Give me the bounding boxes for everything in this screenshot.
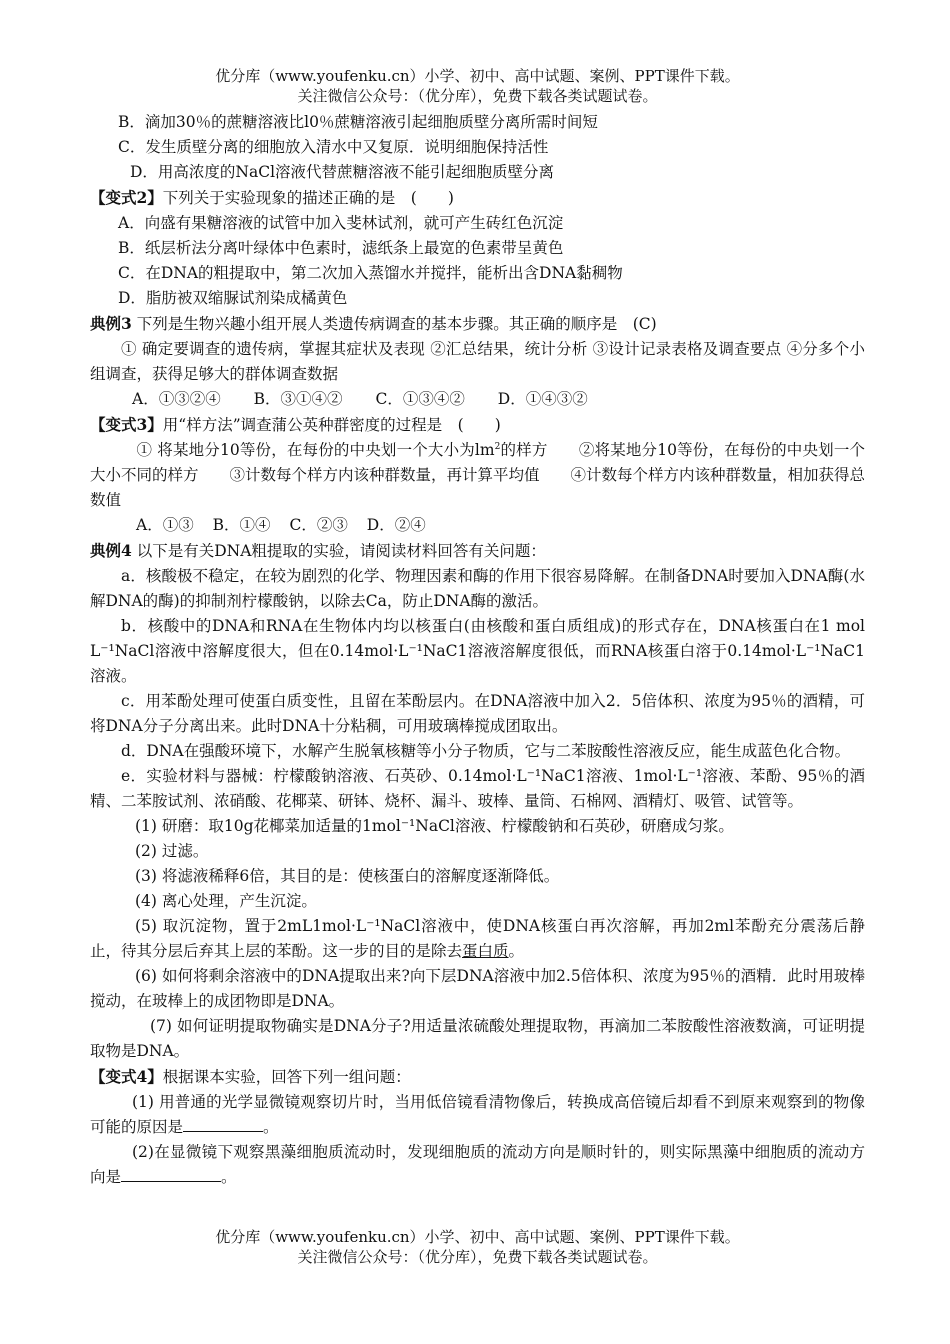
example-4-step-1: (1) 研磨：取10g花椰菜加适量的1mol⁻¹NaCl溶液、柠檬酸钠和石英砂，研磨成匀浆。 <box>135 817 734 835</box>
variant-3-body-part2: 的样方 ②将某地分10等份，在每份的中央划一个大小不同的样方 ③计数每个样方内该种群数量，再计算平均值 ④计数每个样方内该种群数量，相加获得总数值 <box>90 441 866 509</box>
variant-2-option-b: B．纸层析法分离叶绿体中色素时，滤纸条上最宽的色素带呈黄色 <box>118 239 564 257</box>
variant-4-question-2-text: (2)在显微镜下观察黑藻细胞质流动时，发现细胞质的流动方向是顺时针的，则实际黑藻中细胞质的流动方向是 <box>90 1143 865 1186</box>
example-3-option-c: C．①③④② <box>375 390 465 408</box>
variant-4-question-2 <box>90 1140 865 1190</box>
variant-3-body <box>90 438 865 513</box>
variant-3-option-a: A．①③ <box>136 516 194 534</box>
variant-3-tag: 【变式3】 <box>90 415 163 434</box>
example-4-material-d: d．DNA在强酸环境下，水解产生脱氧核糖等小分子物质，它与二苯胺酸性溶液反应，能生成蓝色化合物。 <box>121 742 851 760</box>
q1-option-d: D．用高浓度的NaCl溶液代替蔗糖溶液不能引起细胞质壁分离 <box>130 163 555 181</box>
variant-4-question-1 <box>90 1090 865 1140</box>
variant-4-question-2-end: 。 <box>221 1168 237 1186</box>
variant-3-body-superscript: 2 <box>494 441 501 452</box>
example-4-step-7: (7) 如何证明提取物确实是DNA分子?用适量浓硫酸处理提取物，再滴加二苯胺酸性溶液数滴，可证明提取物是DNA。 <box>90 1017 865 1060</box>
variant-4-question: 根据课本实验，回答下列一组问题： <box>162 1068 411 1086</box>
variant-3-body-part1: ① 将某地分10等份，在每份的中央划一个大小为lm <box>136 441 495 459</box>
example-4-step-3: (3) 将滤液稀释6倍，其目的是：使核蛋白的溶解度逐渐降低。 <box>135 867 560 885</box>
q1-option-c: C．发生质壁分离的细胞放入清水中又复原．说明细胞保持活性 <box>118 138 549 156</box>
example-4-material-a: a．核酸极不稳定，在较为剧烈的化学、物理因素和酶的作用下很容易降解。在制备DNA时要加入DNA酶(水解DNA的酶)的抑制剂柠檬酸钠，以除去Ca，防止DNA酶的激活。 <box>90 567 865 610</box>
example-3-tag: 典例3 <box>90 314 132 333</box>
example-3-stem <box>90 311 865 337</box>
variant-2-option-c: C．在DNA的粗提取中，第二次加入蒸馏水并搅拌，能析出含DNA黏稠物 <box>118 264 623 282</box>
example-4-step-5-answer: 蛋白质 <box>462 942 509 960</box>
variant-2-tag: 【变式2】 <box>90 188 163 207</box>
example-4-question: 以下是有关DNA粗提取的实验，请阅读材料回答有关问题： <box>131 542 546 560</box>
example-4-material-e: e．实验材料与器械：柠檬酸钠溶液、石英砂、0.14mol·L⁻¹NaC1溶液、1mol·L⁻¹溶液、苯酚、95％的酒精、二苯胺试剂、浓硝酸、花椰菜、研钵、烧杯、漏斗、玻棒、量筒、石棉网、酒精灯、吸管、试管等。 <box>90 767 865 810</box>
page-header <box>90 66 865 106</box>
variant-3-option-c: C．②③ <box>289 516 348 534</box>
example-4-material-c: c．用苯酚处理可使蛋白质变性，且留在苯酚层内。在DNA溶液中加入2．5倍体积、浓度为95％的酒精，可将DNA分子分离出来。此时DNA十分粘稠，可用玻璃棒搅成团取出。 <box>90 692 865 735</box>
example-3-option-a: A．①③②④ <box>132 390 221 408</box>
example-4-step-5 <box>90 914 865 964</box>
footer-line-1: 优分库（www.youfenku.cn）小学、初中、高中试题、案例、PPT课件下载。 <box>215 1228 740 1246</box>
variant-4-stem <box>90 1064 865 1090</box>
answer-blank-2[interactable] <box>121 1166 221 1182</box>
header-line-1: 优分库（www.youfenku.cn）小学、初中、高中试题、案例、PPT课件下载。 <box>215 67 740 85</box>
variant-4-tag: 【变式4】 <box>90 1067 163 1086</box>
variant-2-option-d: D．脂肪被双缩脲试剂染成橘黄色 <box>118 289 348 307</box>
example-3-option-b: B．③①④② <box>253 390 343 408</box>
example-4-step-5-text: (5) 取沉淀物，置于2mL1mol·L⁻¹NaCl溶液中，使DNA核蛋白再次溶解，再加2ml苯酚充分震荡后静止，待其分层后弃其上层的苯酚。这一步的目的是除去 <box>90 917 865 960</box>
example-4-tag: 典例4 <box>90 541 132 560</box>
example-3-options <box>90 387 865 412</box>
example-3-option-d: D．①④③② <box>497 390 588 408</box>
example-4-step-6: (6) 如何将剩余溶液中的DNA提取出来?向下层DNA溶液中加2.5倍体积、浓度为95％的酒精．此时用玻棒搅动，在玻棒上的成团物即是DNA。 <box>90 967 865 1010</box>
example-4-step-5-end: 。 <box>508 942 525 960</box>
example-3-body: ① 确定要调查的遗传病，掌握其症状及表现 ②汇总结果，统计分析 ③设计记录表格及调查要点 ④分多个小组调查，获得足够大的群体调查数据 <box>90 340 865 383</box>
q1-option-b: B．滴加30％的蔗糖溶液比l0％蔗糖溶液引起细胞质壁分离所需时间短 <box>118 113 598 131</box>
example-4-step-2: (2) 过滤。 <box>135 842 209 860</box>
variant-4-question-1-end: 。 <box>263 1118 279 1136</box>
variant-2-stem <box>90 185 865 211</box>
variant-3-question: 用“样方法”调查蒲公英种群密度的过程是 ( ) <box>162 416 501 434</box>
example-3-question: 下列是生物兴趣小组开展人类遗传病调查的基本步骤。其正确的顺序是 (C) <box>131 315 657 333</box>
answer-blank-1[interactable] <box>183 1116 263 1132</box>
header-line-2: 关注微信公众号：（优分库），免费下载各类试题试卷。 <box>297 87 658 105</box>
variant-3-option-d: D．②④ <box>366 516 426 534</box>
variant-2-question: 下列关于实验现象的描述正确的是 ( ) <box>162 189 454 207</box>
example-4-step-4: (4) 离心处理，产生沉淀。 <box>135 892 317 910</box>
page-footer <box>90 1227 865 1267</box>
document-page <box>90 0 866 1266</box>
variant-2-option-a: A．向盛有果糖溶液的试管中加入斐林试剂，就可产生砖红色沉淀 <box>118 214 564 232</box>
variant-3-options <box>90 513 865 538</box>
example-4-material-b: b．核酸中的DNA和RNA在生物体内均以核蛋白(由核酸和蛋白质组成)的形式存在，DNA核蛋白在1 mol L⁻¹NaCl溶液中溶解度很大，但在0.14mol·L⁻¹NaC1溶液溶解度很低，而RNA核蛋白溶于0.14mol·L⁻¹NaC1溶液。 <box>90 617 865 685</box>
variant-4-question-1-text: (1) 用普通的光学显微镜观察切片时，当用低倍镜看清物像后，转换成高倍镜后却看不到原来观察到的物像可能的原因是 <box>90 1093 865 1136</box>
variant-3-option-b: B．①④ <box>212 516 271 534</box>
footer-line-2: 关注微信公众号：（优分库），免费下载各类试题试卷。 <box>297 1248 658 1266</box>
example-4-stem <box>90 538 865 564</box>
variant-3-stem <box>90 412 865 438</box>
